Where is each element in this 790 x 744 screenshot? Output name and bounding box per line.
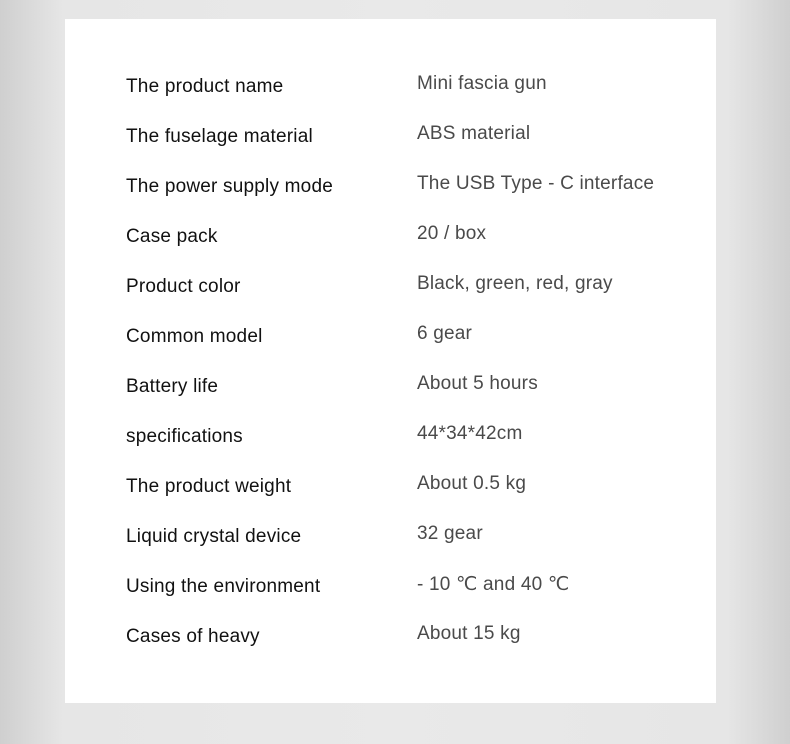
spec-label: Cases of heavy: [126, 626, 260, 647]
spec-row: [126, 266, 686, 316]
spec-label: The product name: [126, 76, 284, 97]
spec-value: About 15 kg: [417, 623, 521, 644]
spec-label: Product color: [126, 276, 241, 297]
spec-row: [126, 316, 686, 366]
spec-label: Case pack: [126, 226, 218, 247]
spec-value: Mini fascia gun: [417, 73, 547, 94]
spec-value: Black, green, red, gray: [417, 273, 613, 294]
spec-row: [126, 66, 686, 116]
spec-label: The power supply mode: [126, 176, 333, 197]
spec-label: Using the environment: [126, 576, 321, 597]
spec-value: 32 gear: [417, 523, 483, 544]
spec-value: The USB Type - C interface: [417, 173, 655, 194]
spec-row: [126, 366, 686, 416]
spec-label: Common model: [126, 326, 263, 347]
spec-value: - 10 ℃ and 40 ℃: [417, 574, 570, 595]
spec-row: [126, 516, 686, 566]
spec-row: [126, 616, 686, 666]
spec-value: 6 gear: [417, 323, 473, 344]
spec-label: Battery life: [126, 376, 219, 397]
spec-row: [126, 416, 686, 466]
spec-value: About 0.5 kg: [417, 473, 527, 494]
spec-label: The fuselage material: [126, 126, 313, 147]
spec-row: [126, 466, 686, 516]
spec-row: [126, 216, 686, 266]
spec-card: [65, 19, 716, 703]
spec-value: ABS material: [417, 123, 531, 144]
spec-row: [126, 566, 686, 616]
spec-value: 20 / box: [417, 223, 487, 244]
spec-label: Liquid crystal device: [126, 526, 302, 547]
spec-label: specifications: [126, 426, 243, 447]
spec-label: The product weight: [126, 476, 292, 497]
spec-row: [126, 116, 686, 166]
spec-value: About 5 hours: [417, 373, 538, 394]
spec-row: [126, 166, 686, 216]
spec-table: [126, 66, 686, 666]
spec-value: 44*34*42cm: [417, 423, 523, 444]
